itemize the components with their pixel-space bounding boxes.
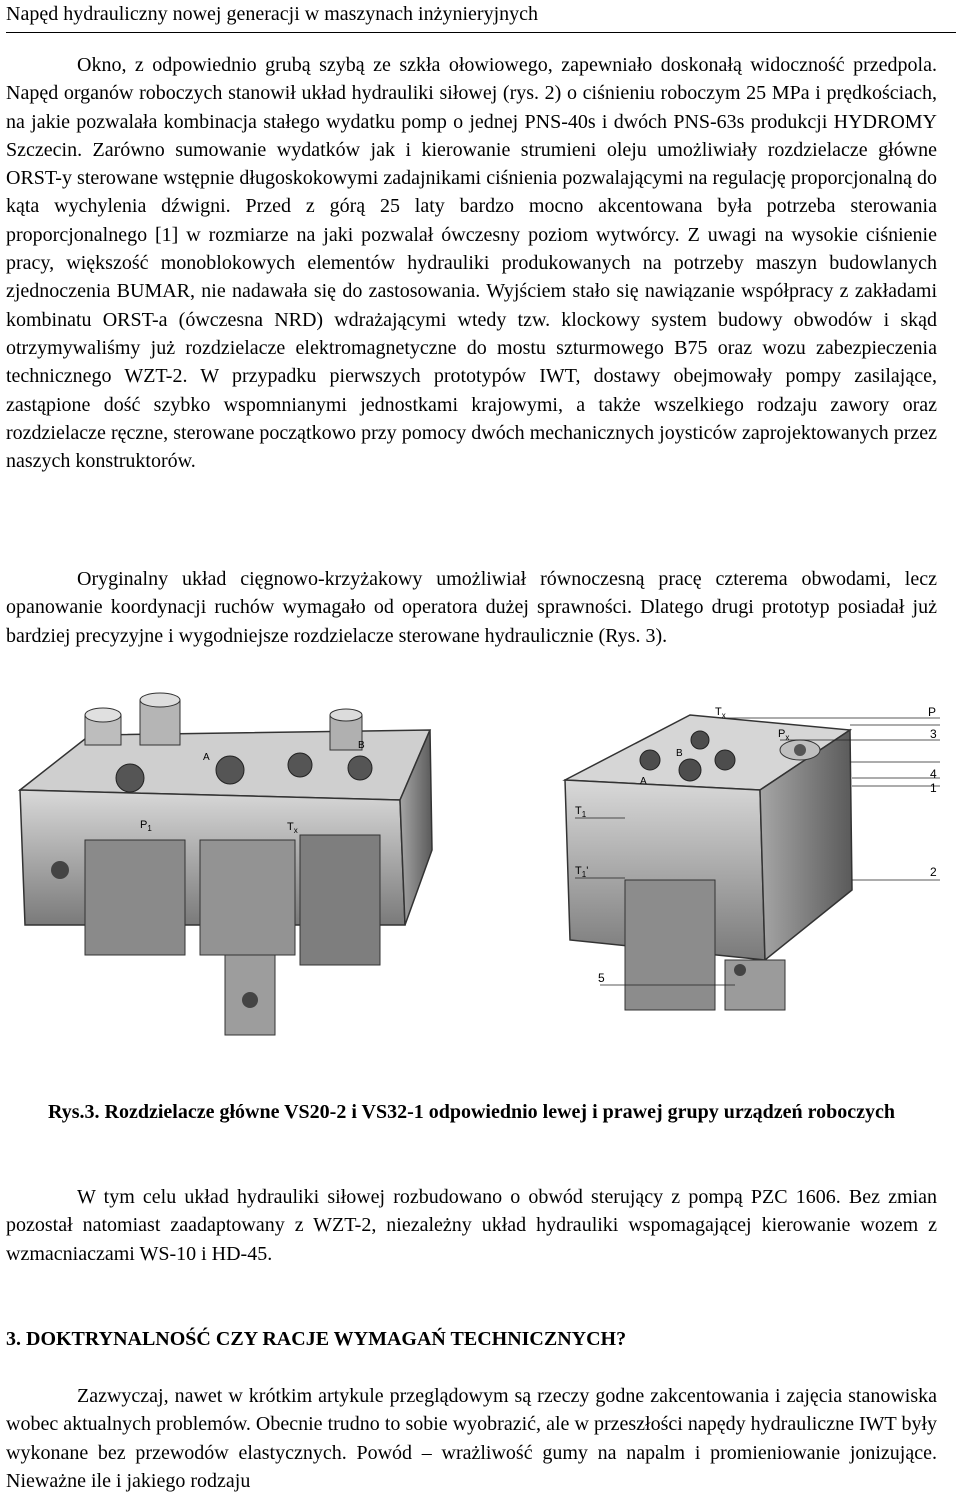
right-valve-block bbox=[565, 715, 852, 1010]
right-label-3: 3 bbox=[930, 727, 937, 741]
paragraph-4: Zazwyczaj, nawet w krótkim artykule przeglądowym są rzeczy godne zakcentowania i zajęcia stanowiska wobec aktualnych problemów. Obecnie trudno to sobie wyobrazić, ale w przeszłości napędy hydrauliczne IWT były wykonane bez przewodów elastycznych. Powód – wrażliwość gumy na napalm i promieniowanie jonizujące. Nieważne ile i jakiego rodzaju bbox=[6, 1385, 937, 1492]
paragraph-3: W tym celu układ hydrauliki siłowej rozbudowano o obwód sterujący z pompą PZC 1606. Bez zmian pozostał natomiast zaadaptowany z WZT-2, niezależny układ hydrauliki wspomagającej kierowanie wozem z wzmacniaczami WS-10 i HD-45. bbox=[6, 1186, 937, 1265]
paragraph-2: Oryginalny układ cięgnowo-krzyżakowy umożliwiał równoczesną pracę czterema obwodami, lecz opanowanie koordynacji ruchów wymagało od operatora dużej sprawności. Dlatego drugi prototyp posiadał już bardziej precyzyjne i wygodniejsze rozdzielacze sterowane hydraulicznie (Rys. 3). bbox=[6, 568, 937, 647]
right-label-t1-prime: $T_1'$ bbox=[575, 865, 589, 879]
right-label-b: B bbox=[676, 748, 683, 759]
right-label-t1: $T_1$ bbox=[575, 805, 587, 819]
right-label-px: $P_x$ bbox=[778, 728, 790, 742]
left-label-tx: $T_x$ bbox=[287, 821, 298, 835]
left-valve-block bbox=[20, 693, 432, 1035]
right-label-5: 5 bbox=[598, 971, 605, 985]
left-label-b: B bbox=[358, 740, 365, 751]
right-label-2: 2 bbox=[930, 865, 937, 879]
figure-caption: Rys.3. Rozdzielacze główne VS20-2 i VS32-1 odpowiednio lewej i prawej grupy urządzeń roboczych bbox=[47, 1101, 896, 1123]
right-label-tx: $T_x$ bbox=[715, 706, 726, 720]
right-label-p: P bbox=[928, 705, 937, 719]
paragraph-1: Okno, z odpowiednio grubą szybą ze szkła ołowiowego, zapewniało doskonałą widoczność przedpola. Napęd organów roboczych stanowił układ hydrauliki siłowej (rys. 2) o ciśnieniu roboczym 25 MPa i prędkościach, na jakie pozwalała kombinacja stałego wydatku pomp o jednej PNS-40s i dwóch PNS-63s produkcji HYDROMY Szczecin. Zarówno sumowanie wydatków jak i kierowanie strumieni oleju umożliwiały rozdzielacze główne ORST-y sterowane wstępnie długoskokowymi zadajnikami ciśnienia pozwalającymi na regulację proporcjonalną do kąta wychylenia dźwigni. Przed z górą 25 laty bardzo mocno akcentowana była potrzeba sterowania proporcjonalnego [1] w rozmiarze na jaki pozwalał ówczesny poziom wytwórcy. Z uwagi na wysokie ciśnienie pracy, większość monoblokowych elementów hydrauliki produkowanych na potrzeby maszyn budowlanych zjednoczenia BUMAR, nie nadawała się do zastosowania. Wyjściem stało się nawiązanie współpracy z zakładami kombinatu ORST-a (ówczesna NRD) wdrażającymi wtedy tzw. klockowy system budowy obwodów i skąd otrzymywaliśmy już rozdzielacze elektromagnetyczne do mostu szturmowego B75 oraz wozu zabezpieczenia technicznego WZT-2. W przypadku pierwszych prototypów IWT, dostawy obejmowały pompy zasilające, zastąpione dość szybko wspomnianymi jednostkami krajowymi, a także wszelkiego rodzaju zawory oraz rozdzielacze ręczne, sterowane początkowo przy pomocy dwóch mechanicznych joysticów zaprojektowanych przez naszych konstruktorów. bbox=[6, 54, 937, 473]
right-label-a: A bbox=[640, 776, 647, 787]
left-label-p1: $P_1$ bbox=[140, 819, 152, 833]
left-label-a: A bbox=[203, 752, 210, 763]
right-label-4: 4 bbox=[930, 767, 937, 781]
right-label-1: 1 bbox=[930, 781, 937, 795]
section-heading: 3. DOKTRYNALNOŚĆ CZY RACJE WYMAGAŃ TECHNICZNYCH? bbox=[6, 1328, 627, 1350]
figure-valve-blocks bbox=[0, 690, 960, 1050]
running-header: Napęd hydrauliczny nowej generacji w maszynach inżynieryjnych bbox=[6, 0, 956, 33]
